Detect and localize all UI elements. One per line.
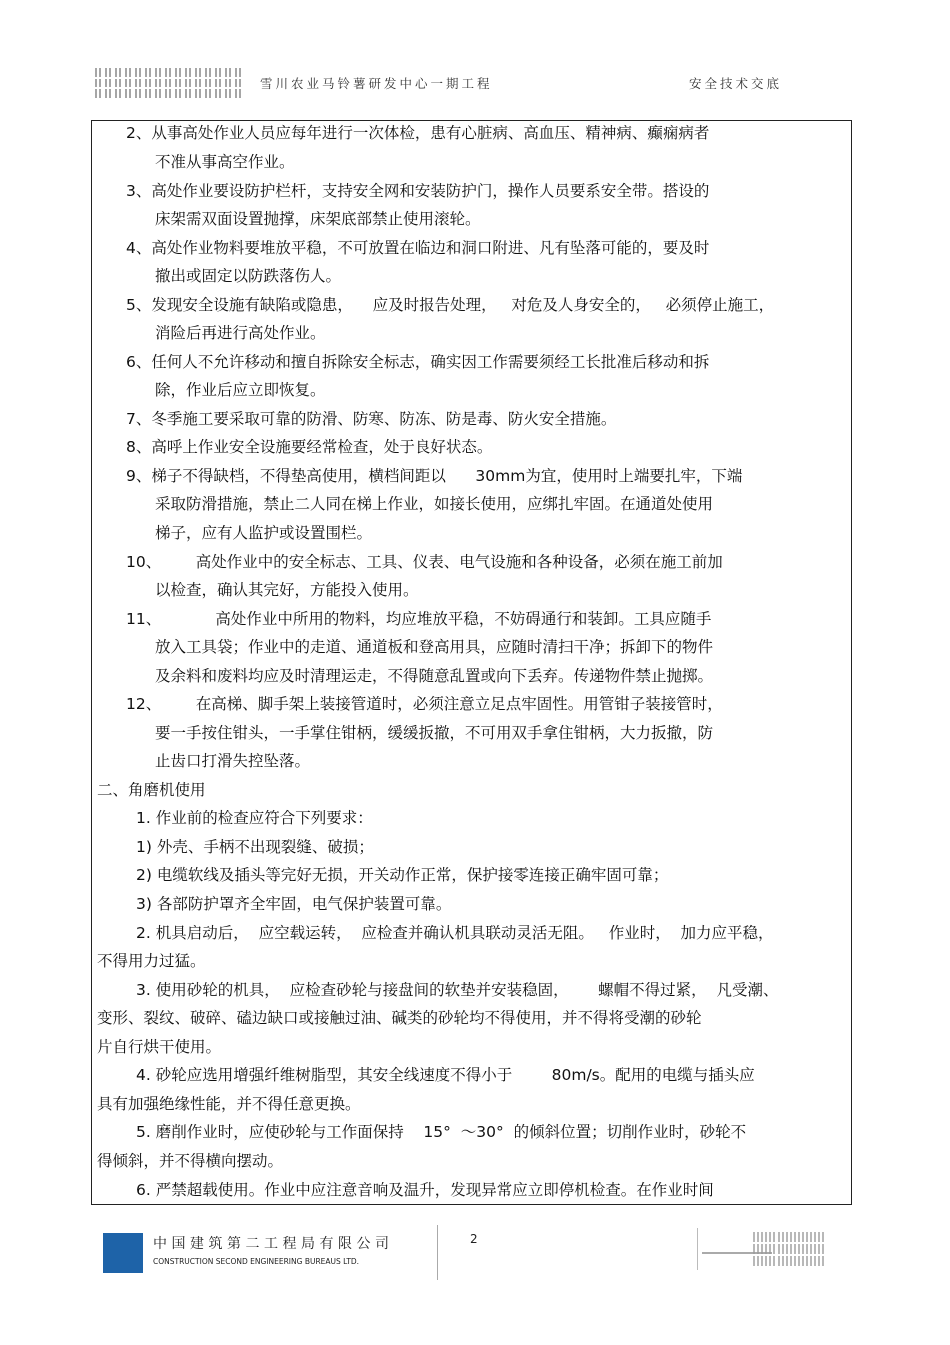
project-title: 雪川农业马铃薯研发中心一期工程 xyxy=(260,76,493,91)
page-number: 2 xyxy=(470,1232,478,1246)
company-logo-icon xyxy=(103,1233,143,1273)
document-type: 安全技术交底 xyxy=(689,76,783,91)
footer-right-logo-image xyxy=(697,1228,830,1270)
body-line: 3、高处作业要设防护栏杆，支持安全网和安装防护门，操作人员要系安全带。搭设的 xyxy=(126,182,710,200)
body-line: 放入工具袋；作业中的走道、通道板和登高用具，应随时清扫干净；拆卸下的物件 xyxy=(155,638,714,656)
body-line: 得倾斜，并不得横向摆动。 xyxy=(97,1152,284,1170)
footer-divider xyxy=(437,1225,438,1280)
company-name-en: CONSTRUCTION SECOND ENGINEERING BUREAUS LTD. xyxy=(153,1257,360,1266)
body-line: 10、 高处作业中的安全标志、工具、仪表、电气设施和各种设备，必须在施工前加 xyxy=(126,553,723,571)
body-line: 变形、裂纹、破碎、磕边缺口或接触过油、碱类的砂轮均不得使用，并不得将受潮的砂轮 xyxy=(97,1009,702,1027)
header-logo-image xyxy=(95,68,243,98)
body-line: 6、任何人不允许移动和擅自拆除安全标志，确实因工作需要须经工长批准后移动和拆 xyxy=(126,353,710,371)
body-line: 2. 机具启动后， 应空载运转， 应检查并确认机具联动灵活无阻。 作业时， 加力应平稳， xyxy=(136,924,774,942)
body-line: 8、高呼上作业安全设施要经常检查，处于良好状态。 xyxy=(126,438,493,456)
body-line: 片自行烘干使用。 xyxy=(97,1038,222,1056)
body-line: 6. 严禁超载使用。作业中应注意音响及温升，发现异常应立即停机检查。在作业时间 xyxy=(136,1181,714,1199)
body-line: 7、冬季施工要采取可靠的防滑、防寒、防冻、防是毒、防火安全措施。 xyxy=(126,410,617,428)
body-line: 1. 作业前的检查应符合下列要求： xyxy=(136,809,373,827)
body-line: 撤出或固定以防跌落伤人。 xyxy=(155,267,342,285)
body-line: 9、梯子不得缺档，不得垫高使用，横档间距以 30mm为宜，使用时上端要扎牢，下端 xyxy=(126,467,743,485)
body-line: 4、高处作业物料要堆放平稳，不可放置在临边和洞口附进、凡有坠落可能的，要及时 xyxy=(126,239,710,257)
company-name-cn: 中国建筑第二工程局有限公司 xyxy=(153,1236,394,1252)
body-line: 止齿口打滑失控坠落。 xyxy=(155,752,311,770)
body-line: 梯子，应有人监护或设置围栏。 xyxy=(155,524,373,542)
body-line: 11、 高处作业中所用的物料，均应堆放平稳，不妨碍通行和装卸。工具应随手 xyxy=(126,610,712,628)
body-line: 12、 在高梯、脚手架上装接管道时，必须注意立足点牢固性。用管钳子装接管时， xyxy=(126,695,723,713)
body-line: 5、发现安全设施有缺陷或隐患， 应及时报告处理， 对危及人身安全的， 必须停止施工， xyxy=(126,296,775,314)
body-line: 3. 使用砂轮的机具， 应检查砂轮与接盘间的软垫并安装稳固， 螺帽不得过紧， 凡受潮、 xyxy=(136,981,779,999)
body-line: 要一手按住钳头，一手掌住钳柄，缓缓扳撤，不可用双手拿住钳柄，大力扳撤，防 xyxy=(155,724,714,742)
body-line: 采取防滑措施，禁止二人同在梯上作业，如接长使用，应绑扎牢固。在通道处使用 xyxy=(155,495,714,513)
body-line: 除，作业后应立即恢复。 xyxy=(155,381,326,399)
body-line: 床架需双面设置抛撑，床架底部禁止使用滚轮。 xyxy=(155,210,481,228)
body-line: 消险后再进行高处作业。 xyxy=(155,324,326,342)
body-line: 3) 各部防护罩齐全牢固，电气保护装置可靠。 xyxy=(136,895,452,913)
body-line: 不得用力过猛。 xyxy=(97,952,206,970)
page-header xyxy=(95,66,855,100)
body-line: 2、从事高处作业人员应每年进行一次体检，患有心脏病、高血压、精神病、癫痫病者 xyxy=(126,124,710,142)
body-line: 1) 外壳、手柄不出现裂缝、破损； xyxy=(136,838,374,856)
body-line: 4. 砂轮应选用增强纤维树脂型，其安全线速度不得小于 80m/s。配用的电缆与插头应 xyxy=(136,1066,755,1084)
body-line: 以检查，确认其完好，方能投入使用。 xyxy=(155,581,419,599)
body-line: 及余料和废料均应及时清理运走，不得随意乱置或向下丢弃。传递物件禁止抛掷。 xyxy=(155,667,714,685)
body-line: 5. 磨削作业时，应使砂轮与工作面保持 15° ～30° 的倾斜位置；切削作业时，砂轮不 xyxy=(136,1123,747,1141)
section-heading: 二、角磨机使用 xyxy=(97,781,206,799)
body-line: 具有加强绝缘性能，并不得任意更换。 xyxy=(97,1095,361,1113)
body-line: 2) 电缆软线及插头等完好无损，开关动作正常，保护接零连接正确牢固可靠； xyxy=(136,866,669,884)
body-line: 不准从事高空作业。 xyxy=(155,153,295,171)
